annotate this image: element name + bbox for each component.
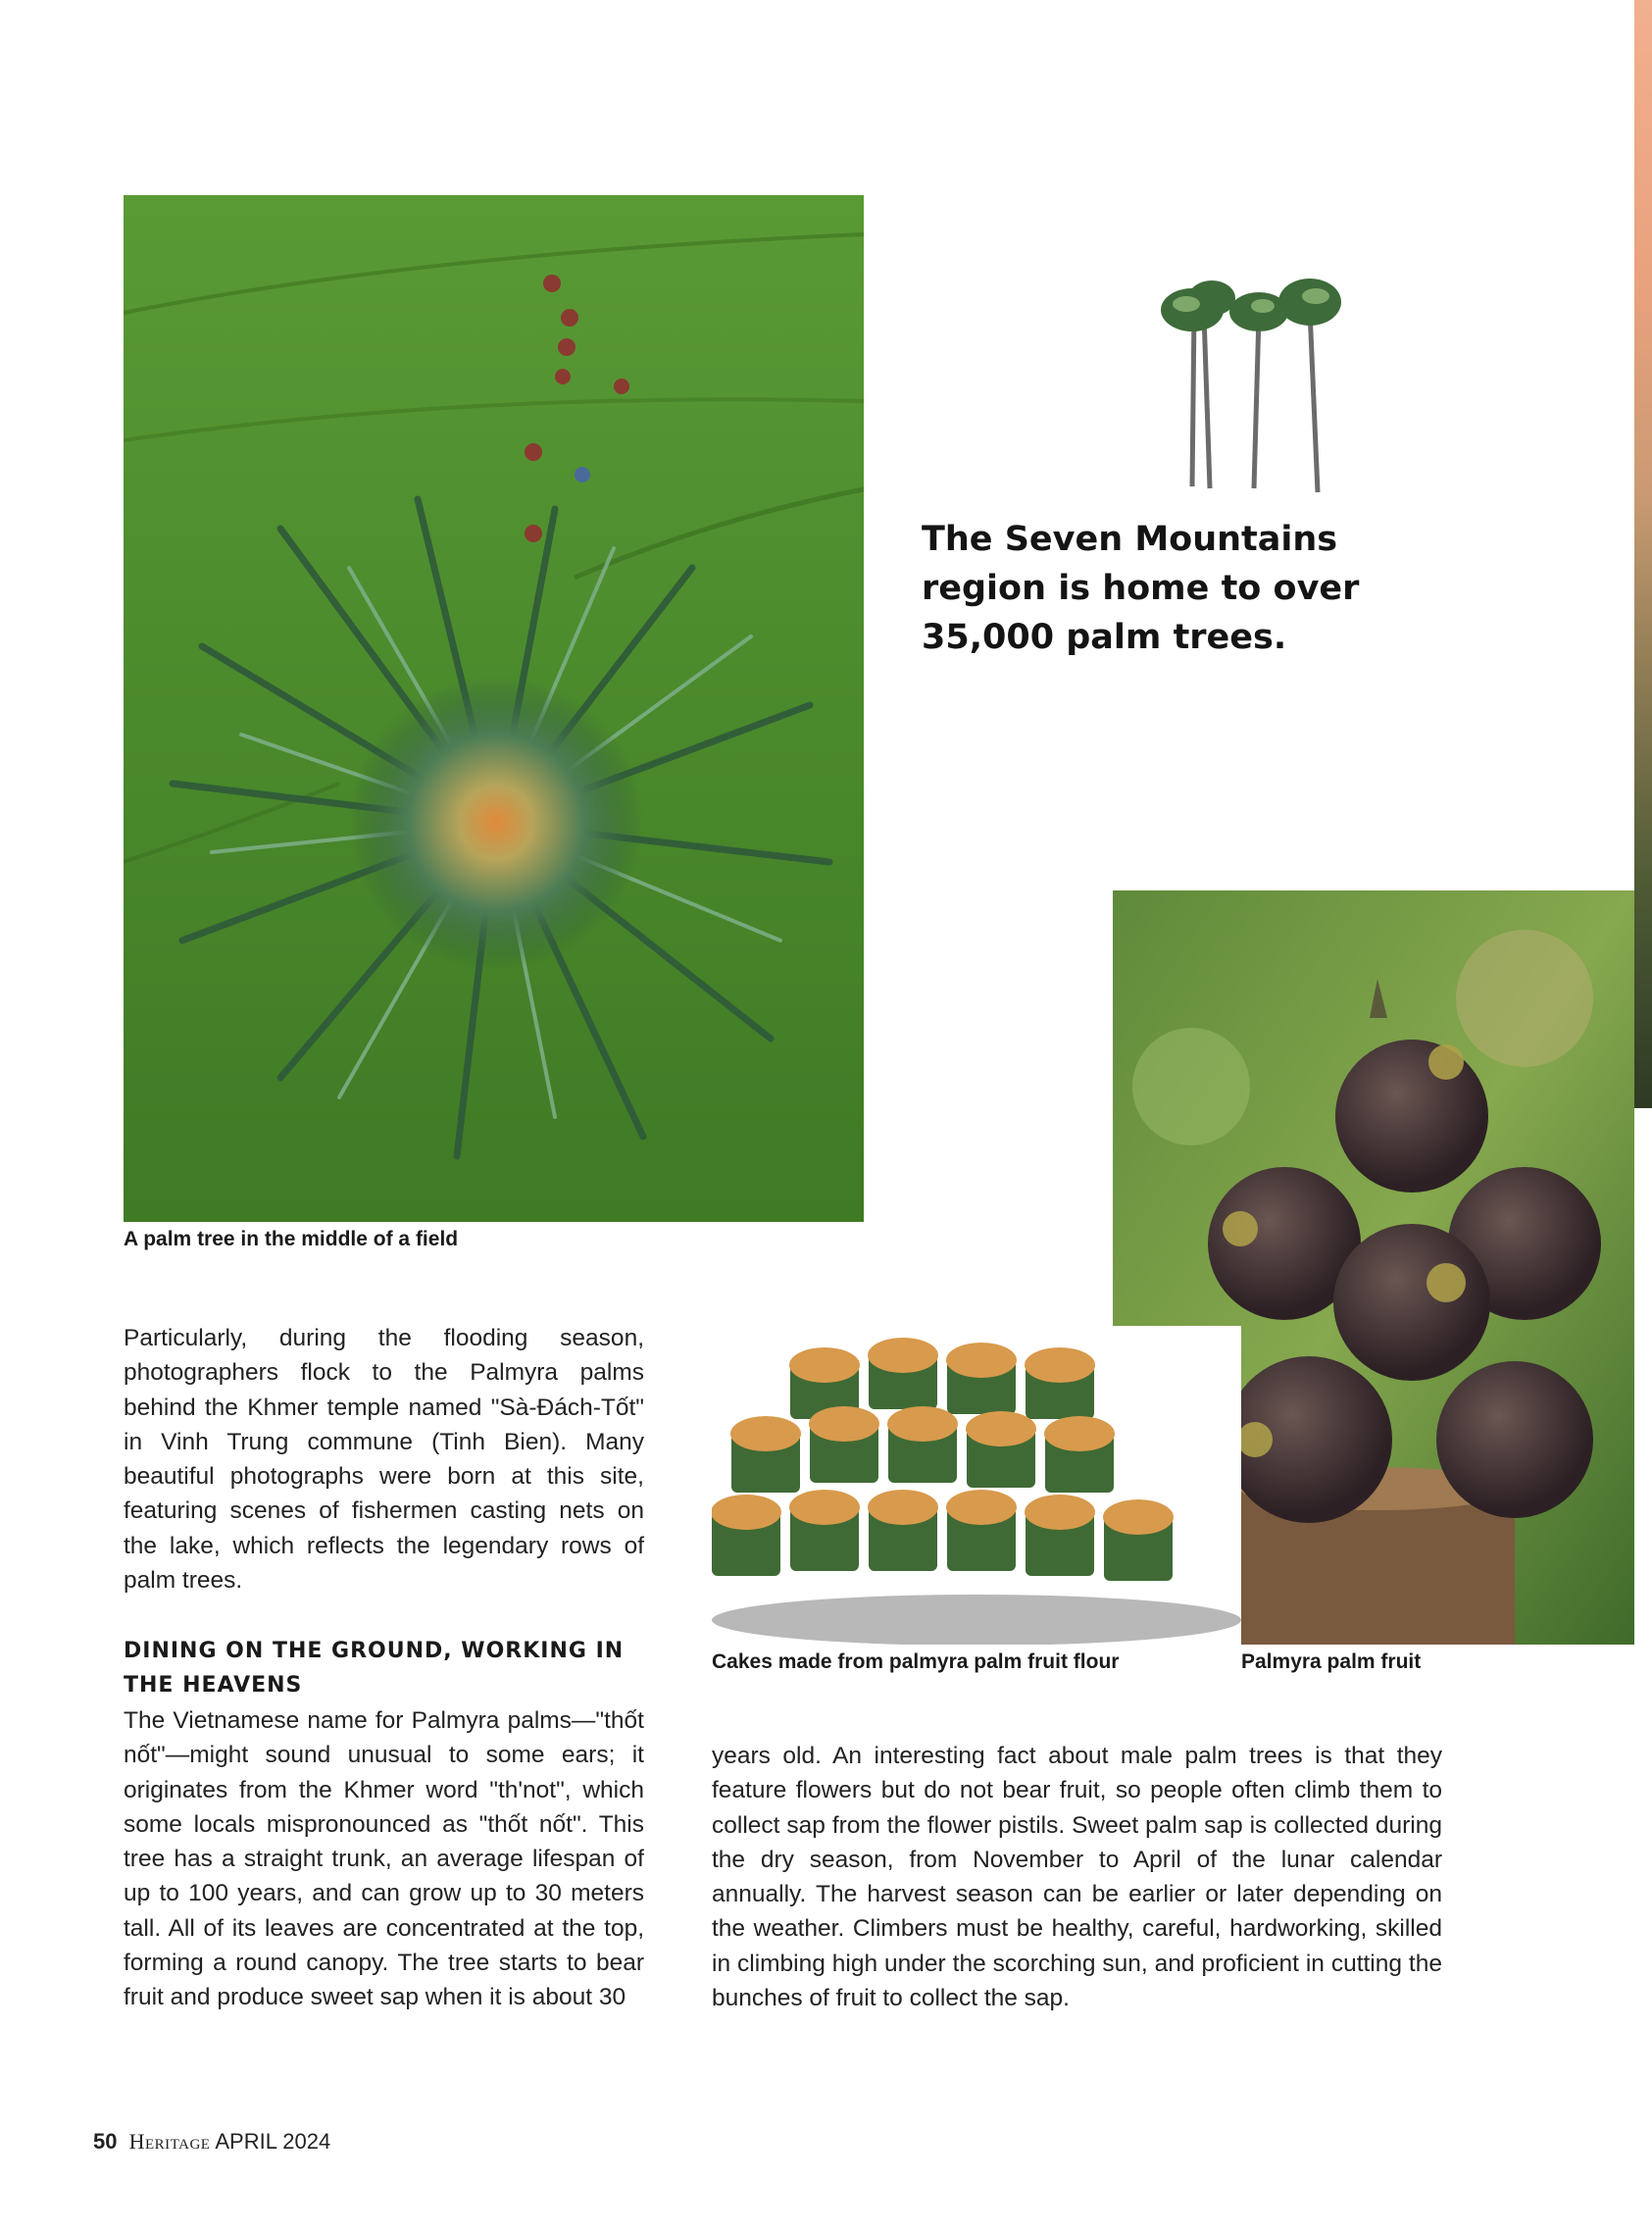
- palm-field-caption: A palm tree in the middle of a field: [124, 1228, 459, 1250]
- section-heading: DINING ON THE GROUND, WORKING IN THE HEAVENS: [124, 1639, 625, 1698]
- section-paragraph-left: The Vietnamese name for Palmyra palms—"thốt nốt"—might sound unusual to some ears; it originates from the Khmer word "th'not", which some locals mispronounced as "thốt nốt". This tree has a straight trunk, an average lifespan of up to 100 years, and can grow up to 30 meters tall. All of its leaves are concentrated at the top, forming a round canopy. The tree starts to bear fruit and produce sweet sap when it is about 30: [124, 1707, 644, 2011]
- palm-cakes-caption: Cakes made from palmyra palm fruit flour: [712, 1650, 1120, 1673]
- adjacent-page-edge: [1634, 0, 1652, 1108]
- palm-cakes-photo: [712, 1326, 1241, 1645]
- intro-paragraph: Particularly, during the flooding season, photographers flock to the Palmyra palms behind the Khmer temple named "Sà-Đách-Tốt" in Vinh Trung commune (Tinh Bien). Many beautiful photographs were born at this site, featuring scenes of fishermen casting nets on the lake, which reflects the legendary rows of palm trees.: [124, 1325, 644, 1595]
- palm-field-photo: [124, 195, 864, 1222]
- issue-date: APRIL 2024: [215, 2129, 331, 2154]
- palm-trees-illustration: [1143, 271, 1369, 498]
- section-paragraph-right: years old. An interesting fact about male palm trees is that they feature flowers but do not bear fruit, so people often climb them to collect sap from the flower pistils. Sweet palm sap is collected during the dry season, from November to April of the lunar calendar annually. The harvest season can be earlier or later depending on the weather. Climbers must be healthy, careful, hardworking, skilled in climbing high under the scorching sun, and proficient in cutting the bunches of fruit to collect the sap.: [712, 1743, 1442, 2012]
- palm-fruit-caption: Palmyra palm fruit: [1241, 1650, 1422, 1673]
- pull-quote: The Seven Mountains region is home to over 35,000 palm trees.: [922, 520, 1360, 657]
- page-footer: [93, 2129, 330, 2155]
- magazine-name: Heritage: [128, 2129, 211, 2154]
- page-number: 50: [93, 2129, 118, 2154]
